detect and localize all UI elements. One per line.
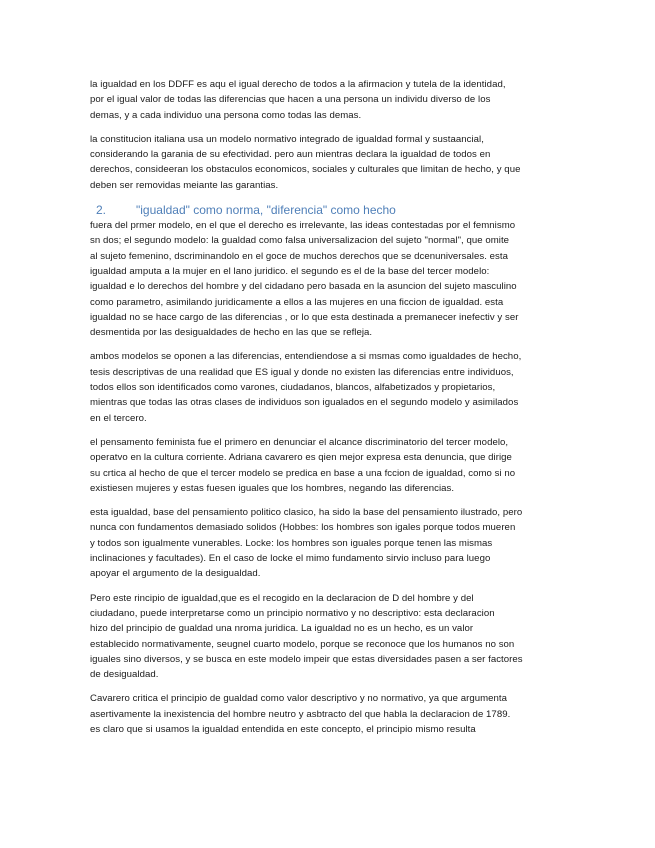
text-line: por el igual valor de todas las diferencias que hacen a una persona un individu diverso de los bbox=[90, 94, 491, 106]
paragraph bbox=[90, 77, 572, 123]
text-line: en el tercero. bbox=[90, 412, 147, 424]
text-line: inclinaciones y facultades). En el caso de locke el mimo fundamento sirvio incluso para luego bbox=[90, 553, 491, 565]
text-line: igualdad e lo derechos del hombre y del cidadano pero basada en la asuncion del sujeto masculino bbox=[90, 281, 517, 293]
text-line: hizo del principio de gualdad una nroma juridica. La igualdad no es un hecho, es un valor bbox=[90, 623, 474, 635]
paragraphs-after bbox=[90, 218, 572, 737]
text-line: desmentida por las desigualdades de hecho en las que se refleja. bbox=[90, 327, 373, 339]
text-line: deben ser removidas meiante las garantias. bbox=[90, 179, 279, 191]
text-line: es claro que si usamos la igualdad entendida en este concepto, el principio mismo resulta bbox=[90, 723, 476, 735]
paragraph bbox=[90, 435, 572, 496]
text-line: igualdad no se hace cargo de las diferencias , or lo que esta destinada a premanecer inefectiv y ser bbox=[90, 311, 519, 323]
text-line: mientras que todas las otras clases de individuos son igualados en el segundo modelo y asimilados bbox=[90, 397, 519, 409]
section-heading bbox=[90, 202, 572, 218]
text-line: Cavarero critica el principio de gualdad como valor descriptivo y no normativo, ya que argumenta bbox=[90, 693, 508, 705]
text-line: ambos modelos se oponen a las diferencias, entendiendose a si msmas como igualdades de hecho, bbox=[90, 351, 522, 363]
paragraph bbox=[90, 218, 572, 340]
paragraph bbox=[90, 349, 572, 425]
text-line: como parametro, asimilando juridicamente a ellos a las mujeres en una ficcion de igualdad. esta bbox=[90, 296, 504, 308]
section-number: 2. bbox=[96, 203, 107, 218]
text-line: el pensamento feminista fue el primero en denunciar el alcance discriminatorio del tercer modelo, bbox=[90, 436, 509, 448]
text-line: derechos, consideeran los obstaculos economicos, sociales y culturales que limitan de hecho, y que bbox=[90, 164, 521, 176]
text-line: iguales sino diversos, y se busca en este modelo impeir que estas diversidades pasen a ser factores bbox=[90, 653, 523, 665]
text-line: al sujeto femenino, dscriminandolo en el goce de muchos derechos que se dcenuniversales. esta bbox=[90, 250, 508, 262]
section-title: "igualdad" como norma, "diferencia" como hecho bbox=[136, 203, 396, 218]
paragraphs-before bbox=[90, 77, 572, 193]
paragraph bbox=[90, 591, 572, 683]
text-line: igualdad amputa a la mujer en el lano juridico. el segundo es el de la base del tercer modelo: bbox=[90, 265, 490, 277]
text-line: demas, y a cada individuo una persona como todas las demas. bbox=[90, 109, 362, 121]
text-line: su crtica al hecho de que el tercer modelo se predica en base a una fccion de igualdad, como si no bbox=[90, 467, 516, 479]
text-line: establecido normativamente, seugnel cuarto modelo, porque se reconoce que los humanos no son bbox=[90, 638, 515, 650]
text-line: apoyar el argumento de la desigualdad. bbox=[90, 568, 261, 580]
document-page bbox=[90, 77, 572, 746]
paragraph bbox=[90, 505, 572, 581]
text-line: ciudadano, puede interpretarse como un principio normativo y no descriptivo: esta declaracion bbox=[90, 607, 495, 619]
text-line: esta igualdad, base del pensamiento politico clasico, ha sido la base del pensamiento ilustrado, pero bbox=[90, 507, 523, 519]
paragraph bbox=[90, 132, 572, 193]
text-line: Pero este rincipio de igualdad,que es el recogido en la declaracion de D del hombre y del bbox=[90, 592, 474, 604]
text-line: existiesen mujeres y estas fuesen iguales que los hombres, negando las diferencias. bbox=[90, 482, 455, 494]
text-line: todos ellos son identificados como varones, ciudadanos, blancos, alfabetizados y propietarios, bbox=[90, 382, 496, 394]
text-line: fuera del prmer modelo, en el que el derecho es irrelevante, las ideas contestadas por el femnismo bbox=[90, 220, 516, 232]
text-line: la igualdad en los DDFF es aqu el igual derecho de todos a la afirmacion y tutela de la identidad, bbox=[90, 79, 506, 90]
text-line: y todos son igualmente vunerables. Locke: los hombres son iguales porque tenen las mismas bbox=[90, 537, 493, 549]
text-line: asertivamente la inexistencia del hombre neutro y asbtracto del que habla la declaracion de 1789. bbox=[90, 708, 511, 720]
paragraph bbox=[90, 691, 572, 737]
text-line: la constitucion italiana usa un modelo normativo integrado de igualdad formal y sustaancial, bbox=[90, 133, 484, 145]
text-line: nunca con fundamentos demasiado solidos (Hobbes: los hombres son igales porque todos mueren bbox=[90, 522, 516, 534]
text-line: operatvo en la cultura corriente. Adriana cavarero es qien mejor expresa esta denuncia, que dirige bbox=[90, 452, 512, 464]
text-line: sn dos; el segundo modelo: la gualdad como falsa universalizacion del sujeto "normal", que omite bbox=[90, 235, 510, 247]
text-line: de desigualdad. bbox=[90, 669, 159, 681]
text-line: tesis descriptivas de una realidad que ES igual y donde no existen las diferencias entre individuos, bbox=[90, 366, 514, 378]
text-line: considerando la garania de su efectividad. pero aun mientras declara la igualdad de todos en bbox=[90, 149, 491, 161]
